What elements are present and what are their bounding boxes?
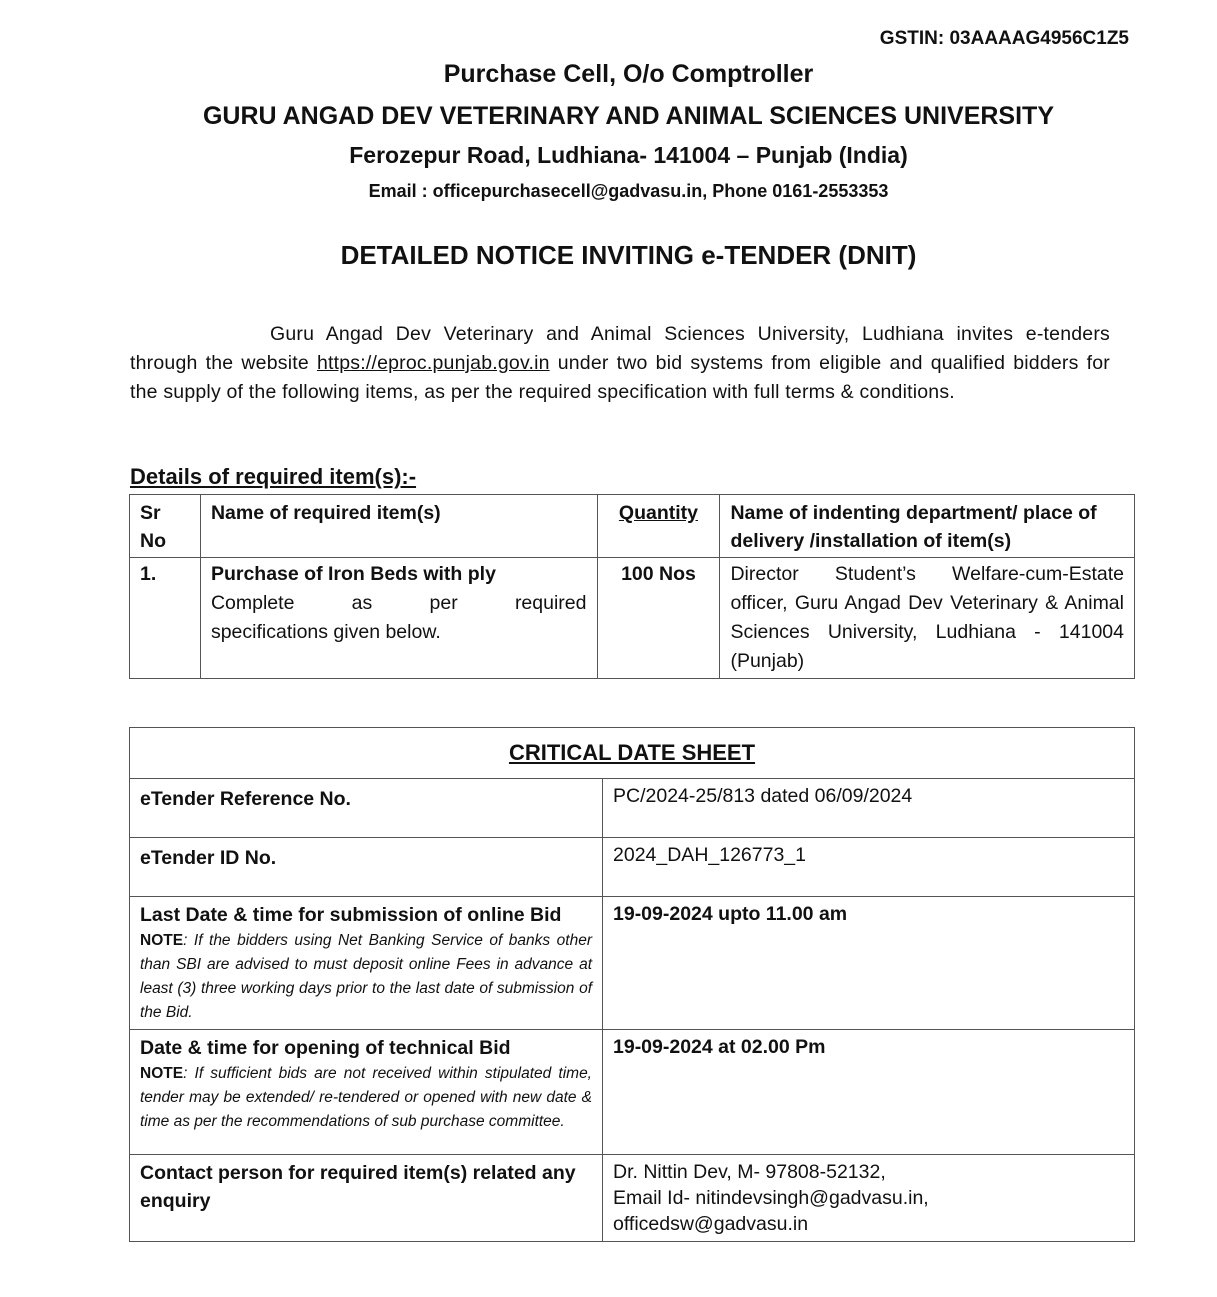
header-department: Name of indenting department/ place of delivery /installation of item(s) (720, 495, 1135, 558)
item-name: Purchase of Iron Beds with ply (210, 563, 496, 585)
item-name-cell (200, 558, 597, 679)
cds-label-tender-id: eTender ID No. (130, 838, 603, 897)
intro-text-before-link: Guru Angad Dev Veterinary and Animal Sciences University, Ludhiana invites e-tenders through the website (130, 323, 1110, 374)
cds-note-submission (140, 929, 592, 1025)
cds-heading: CRITICAL DATE SHEET (130, 728, 1135, 779)
contact-line: Dr. Nittin Dev, M- 97808-52132, (613, 1161, 886, 1183)
note-label: NOTE (140, 1065, 184, 1082)
note-text: : If the bidders using Net Banking Service of banks other than SBI are advised to must deposit online Fees in advance at least (3) three working days prior to the last date of submission of the Bid. (140, 932, 592, 1021)
cds-value-contact (603, 1155, 1135, 1242)
cds-label-opening (130, 1030, 603, 1155)
cds-value-opening: 19-09-2024 at 02.00 Pm (603, 1030, 1135, 1155)
item-description-line: Complete as per required (210, 592, 587, 614)
cds-value-submission: 19-09-2024 upto 11.00 am (603, 897, 1135, 1030)
details-heading: Details of required item(s):- (130, 464, 417, 489)
note-label: NOTE (140, 932, 184, 949)
cds-label-submission-text: Last Date & time for submission of online Bid (140, 904, 562, 926)
header-quantity: Quantity (597, 495, 720, 558)
contact-email-line: Email Id- nitindevsingh@gadvasu.in, (613, 1187, 929, 1209)
note-text: : If sufficient bids are not received within stipulated time, tender may be extended/ re-tendered or opened with new date & time as per the recommendations of sub purchase committee. (140, 1065, 592, 1130)
table-row (130, 558, 1135, 679)
table-row (130, 1155, 1135, 1242)
header-sr-no: Sr No (130, 495, 201, 558)
cds-label-submission (130, 897, 603, 1030)
cds-label-reference: eTender Reference No. (130, 779, 603, 838)
table-row (130, 838, 1135, 897)
intro-paragraph (130, 320, 1110, 407)
item-sr-no: 1. (130, 558, 201, 679)
contact-line: Email : officepurchasecell@gadvasu.in, Phone 0161-2553353 (368, 181, 889, 201)
university-address: Ferozepur Road, Ludhiana- 141004 – Punjab (India) (349, 142, 908, 168)
cds-note-opening (140, 1062, 592, 1134)
cds-header-row (130, 728, 1135, 779)
item-quantity: 100 Nos (597, 558, 720, 679)
header-item-name: Name of required item(s) (200, 495, 597, 558)
gstin-number: GSTIN: 03AAAAG4956C1Z5 (879, 28, 1129, 49)
cds-value-reference: PC/2024-25/813 dated 06/09/2024 (603, 779, 1135, 838)
critical-date-sheet (129, 727, 1135, 1242)
item-department: Director Student’s Welfare-cum-Estate officer, Guru Angad Dev Veterinary & Animal Sciences University, Ludhiana - 141004 (Punjab) (720, 558, 1135, 679)
cds-value-tender-id: 2024_DAH_126773_1 (603, 838, 1135, 897)
office-name: Purchase Cell, O/o Comptroller (443, 60, 814, 88)
university-name: GURU ANGAD DEV VETERINARY AND ANIMAL SCIENCES UNIVERSITY (202, 102, 1054, 130)
table-row (130, 779, 1135, 838)
items-table-header (130, 495, 1135, 558)
items-table (129, 494, 1135, 679)
intro-text-after-link: under two bid systems from eligible and qualified bidders for the supply of the following items, as per the required specification with full terms & conditions. (130, 352, 1110, 403)
eproc-link[interactable]: https://eproc.punjab.gov.in (316, 352, 550, 374)
item-description-line: specifications given below. (210, 621, 441, 643)
document-title: DETAILED NOTICE INVITING e-TENDER (DNIT) (340, 240, 917, 270)
cds-label-opening-text: Date & time for opening of technical Bid (140, 1037, 511, 1059)
contact-email-line: officedsw@gadvasu.in (613, 1213, 809, 1235)
cds-label-contact: Contact person for required item(s) related any enquiry (130, 1155, 603, 1242)
table-row (130, 897, 1135, 1030)
table-row (130, 1030, 1135, 1155)
